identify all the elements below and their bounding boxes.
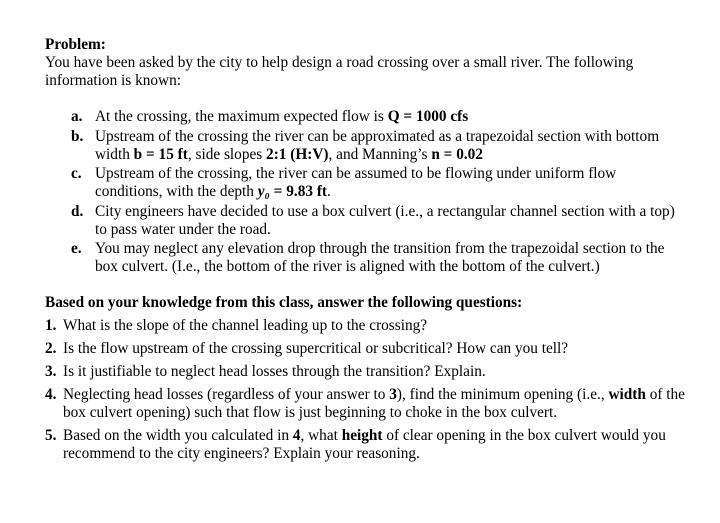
question-item-text (63, 386, 685, 422)
text-segment: of clear opening in the box culvert would you recommend to the city engineers? Explain your reasoning. (63, 427, 666, 462)
question-item (45, 317, 685, 335)
given-item-text (95, 108, 468, 126)
given-item (45, 128, 685, 164)
text-segment: , and Manning’s (328, 145, 432, 163)
question-item (45, 363, 685, 381)
text-segment: ), find the minimum opening (i.e., (396, 386, 609, 403)
text-segment: At the crossing, the maximum expected flow is (95, 108, 388, 125)
question-item (45, 386, 685, 422)
given-item-label: e. (71, 240, 82, 257)
bold-value: 4 (292, 427, 301, 444)
bold-value: y₀ (257, 183, 270, 200)
bold-value: Q = 1000 cfs (387, 108, 469, 125)
text-segment: Upstream of the crossing the river can be approximated as a trapezoidal section with bottom width (95, 127, 660, 163)
bold-value: n = 0.02 (431, 145, 483, 163)
bold-value: height (341, 427, 383, 444)
bold-value: = 9.83 ft (269, 183, 328, 200)
given-item-label: a. (71, 108, 83, 125)
given-item (45, 108, 685, 126)
question-item-text (63, 427, 685, 463)
text-segment: , what (300, 427, 342, 444)
text-segment: Is it justifiable to neglect head losses through the transition? Explain. (63, 363, 486, 380)
text-segment: You may neglect any elevation drop through the transition from the trapezoidal section to the box culvert. (I.e., the bottom of the river is aligned with the bottom of the culvert.) (95, 240, 665, 275)
bold-value: b = 15 ft (133, 145, 188, 163)
given-item-text (95, 165, 685, 201)
text-segment: Based on the width you calculated in (63, 427, 293, 444)
given-item-label: b. (71, 127, 84, 145)
text-segment: , side slopes (187, 145, 267, 163)
text-segment: What is the slope of the channel leading up to the crossing? (63, 317, 428, 334)
question-item-label: 1. (45, 317, 57, 334)
question-item-text (63, 340, 568, 358)
text-segment: of the box culvert opening) such that flow is just beginning to choke in the box culvert. (63, 386, 685, 421)
given-item (45, 240, 685, 276)
given-item (45, 203, 685, 239)
question-item-text (63, 363, 486, 381)
question-item-label: 5. (45, 427, 57, 444)
bold-value: 3 (389, 386, 397, 403)
text-segment: . (327, 183, 331, 200)
problem-title: Problem: (45, 36, 106, 53)
bold-value: 2:1 (H:V) (266, 145, 329, 163)
given-item-text (95, 128, 685, 164)
text-segment: Upstream of the crossing, the river can be assumed to be flowing under uniform flow conditions, with the depth (95, 165, 617, 200)
problem-document (45, 36, 685, 463)
given-item (45, 165, 685, 201)
given-item-text (95, 240, 685, 276)
question-item-label: 2. (45, 340, 57, 357)
question-item-label: 3. (45, 363, 57, 380)
text-segment: Is the flow upstream of the crossing supercritical or subcritical? How can you tell? (63, 340, 569, 357)
problem-intro: You have been asked by the city to help design a road crossing over a small river. The following information is known: (45, 54, 634, 89)
text-segment: City engineers have decided to use a box culvert (i.e., a rectangular channel section with a top) to pass water under the road. (95, 202, 675, 238)
given-item-label: c. (71, 165, 82, 182)
question-item-label: 4. (45, 386, 57, 403)
question-item (45, 427, 685, 463)
given-item-label: d. (71, 202, 84, 220)
question-item (45, 340, 685, 358)
questions-heading: Based on your knowledge from this class, answer the following questions: (45, 294, 523, 311)
given-item-text (95, 203, 685, 239)
given-information-list (45, 108, 685, 276)
text-segment: Neglecting head losses (regardless of your answer to (63, 386, 390, 403)
questions-list (45, 317, 685, 463)
bold-value: width (608, 386, 646, 403)
question-item-text (63, 317, 427, 335)
